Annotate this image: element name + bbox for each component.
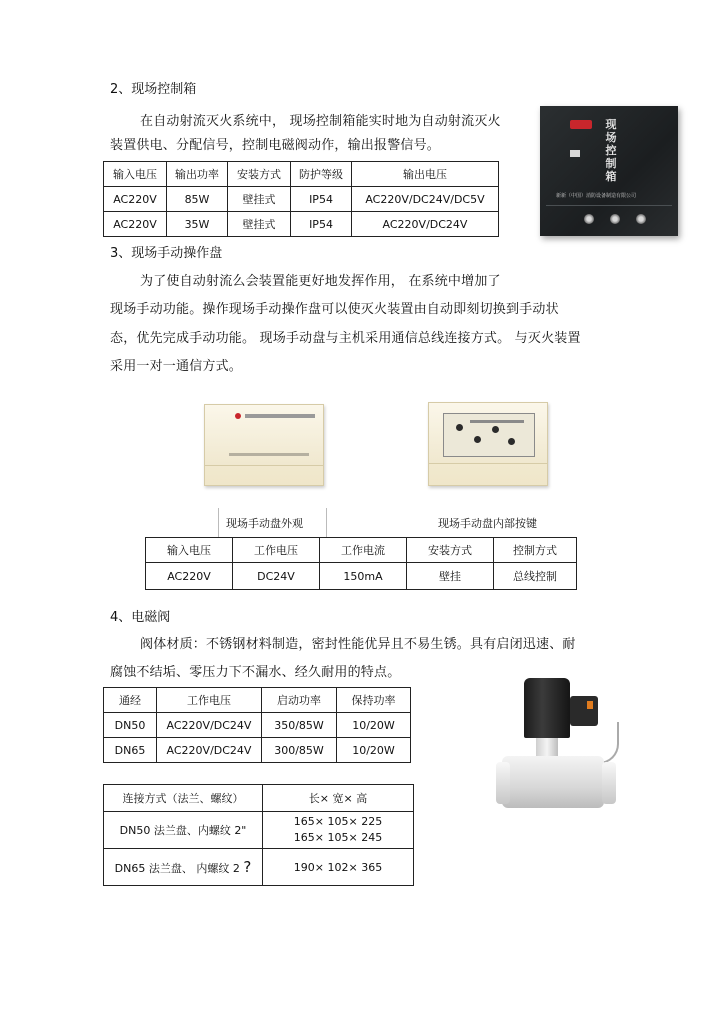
valve-spec-table xyxy=(103,687,411,763)
connection-text: DN65 法兰盘、 内螺纹 2 xyxy=(114,862,240,875)
table-cell xyxy=(104,849,263,886)
table-row xyxy=(146,563,577,590)
caption-divider xyxy=(218,508,219,538)
table-header-cell: 保持功率 xyxy=(337,688,411,713)
table-row xyxy=(104,849,414,886)
table-cell: DN50 xyxy=(104,713,157,738)
manual-panel-spec-table xyxy=(145,537,577,590)
table-cell: AC220V/DC24V xyxy=(352,212,499,237)
table-cell: AC220V/DC24V xyxy=(157,713,262,738)
table-cell: DN50 法兰盘、内螺纹 2" xyxy=(104,812,263,849)
connector-lamp xyxy=(587,701,593,709)
panel-window xyxy=(443,413,535,457)
table-header-cell: 通经 xyxy=(104,688,157,713)
panel-button xyxy=(508,438,515,445)
table-cell: 壁挂式 xyxy=(228,187,291,212)
table-cell: IP54 xyxy=(291,212,352,237)
table-row xyxy=(104,738,411,763)
table-cell: AC220V xyxy=(146,563,233,590)
manual-panel-exterior-photo xyxy=(204,404,324,486)
table-cell: IP54 xyxy=(291,187,352,212)
table-header-row xyxy=(146,538,577,563)
table-header-cell: 安装方式 xyxy=(407,538,494,563)
table-header-cell: 工作电压 xyxy=(233,538,320,563)
table-row xyxy=(104,187,499,212)
table-cell: 10/20W xyxy=(337,738,411,763)
section3-para-line4: 采用一对一通信方式。 xyxy=(110,359,243,374)
table-header-row xyxy=(104,688,411,713)
table-header-row xyxy=(104,162,499,187)
section4-title: 4、电磁阀 xyxy=(110,610,171,625)
cable-port xyxy=(610,214,620,224)
panel-label-strip xyxy=(470,420,524,423)
table-header-cell: 安装方式 xyxy=(228,162,291,187)
control-box-spec-table xyxy=(103,161,499,237)
section3-para-line2: 现场手动功能。操作现场手动操作盘可以使灭火装置由自动即刻切换到手动状 xyxy=(110,302,559,317)
table-cell: 壁挂式 xyxy=(228,212,291,237)
table-header-cell: 启动功率 xyxy=(262,688,337,713)
table-cell: 壁挂 xyxy=(407,563,494,590)
table-header-cell: 工作电流 xyxy=(320,538,407,563)
table-cell: 350/85W xyxy=(262,713,337,738)
lid-seam xyxy=(546,205,672,206)
table-row xyxy=(104,713,411,738)
brand-badge xyxy=(570,120,592,129)
section3-title: 3、现场手动操作盘 xyxy=(110,246,223,261)
table-cell: 10/20W xyxy=(337,713,411,738)
table-header-cell: 控制方式 xyxy=(494,538,577,563)
unknown-mark: ? xyxy=(243,858,252,876)
valve-coil xyxy=(524,678,570,738)
control-box-photo xyxy=(540,106,678,236)
table-cell: 总线控制 xyxy=(494,563,577,590)
table-header-row xyxy=(104,785,414,812)
panel-button xyxy=(456,424,463,431)
table-cell: 85W xyxy=(167,187,228,212)
dimension-value: 165× 105× 245 xyxy=(293,831,383,844)
table-cell: DC24V xyxy=(233,563,320,590)
table-cell: AC220V/DC24V/DC5V xyxy=(352,187,499,212)
panel-title-strip xyxy=(245,414,315,418)
section4-para-line1: 阀体材质：不锈钢材料制造，密封性能优异且不易生锈。具有启闭迅速、耐 xyxy=(140,637,576,652)
table-cell: 190× 102× 365 xyxy=(263,849,414,886)
caption-panel-exterior: 现场手动盘外观 xyxy=(226,517,303,530)
valve-inlet xyxy=(496,762,510,804)
section3-para-line3: 态，优先完成手动功能。 现场手动盘与主机采用通信总线连接方式。 与灭火装置 xyxy=(110,331,581,346)
panel-button xyxy=(474,436,481,443)
cable-port xyxy=(584,214,594,224)
table-row xyxy=(104,212,499,237)
table-header-cell: 工作电压 xyxy=(157,688,262,713)
section3-para-line1: 为了使自动射流么会装置能更好地发挥作用， 在系统中增加了 xyxy=(140,274,501,289)
table-cell xyxy=(263,812,414,849)
valve-dimension-table xyxy=(103,784,414,886)
table-header-cell: 连接方式（法兰、螺纹） xyxy=(104,785,263,812)
panel-maker-strip xyxy=(229,453,309,456)
valve-body xyxy=(502,756,604,808)
table-header-cell: 输出电压 xyxy=(352,162,499,187)
manual-panel-interior-photo xyxy=(428,402,548,486)
section2-para-line1: 在自动射流灭火系统中， 现场控制箱能实时地为自动射流灭火 xyxy=(140,114,501,129)
caption-divider xyxy=(326,508,327,538)
dimension-value: 165× 105× 225 xyxy=(293,815,383,828)
table-header-cell: 输入电压 xyxy=(104,162,167,187)
control-box-label: 现场控制箱 xyxy=(605,118,617,183)
manufacturer-text: 新新（中国）消防设备制造有限公司 xyxy=(556,193,637,199)
solenoid-valve-photo xyxy=(496,678,616,823)
table-cell: AC220V/DC24V xyxy=(157,738,262,763)
indicator-light xyxy=(570,150,580,157)
table-row xyxy=(104,812,414,849)
table-header-cell: 输入电压 xyxy=(146,538,233,563)
valve-stem xyxy=(536,738,558,758)
cable-port xyxy=(636,214,646,224)
table-cell: 35W xyxy=(167,212,228,237)
table-cell: AC220V xyxy=(104,212,167,237)
section2-title: 2、现场控制箱 xyxy=(110,82,197,97)
table-header-cell: 长× 宽× 高 xyxy=(263,785,414,812)
table-header-cell: 防护等级 xyxy=(291,162,352,187)
table-cell: AC220V xyxy=(104,187,167,212)
table-cell: DN65 xyxy=(104,738,157,763)
panel-button xyxy=(492,426,499,433)
section2-para-line2: 装置供电、分配信号，控制电磁阀动作，输出报警信号。 xyxy=(110,138,441,153)
table-cell: 300/85W xyxy=(262,738,337,763)
brand-mark xyxy=(235,413,241,419)
table-header-cell: 输出功率 xyxy=(167,162,228,187)
valve-outlet xyxy=(602,762,616,804)
section4-para-line2: 腐蚀不结垢、零压力下不漏水、经久耐用的特点。 xyxy=(110,665,401,680)
table-cell: 150mA xyxy=(320,563,407,590)
caption-panel-interior: 现场手动盘内部按键 xyxy=(438,517,537,530)
